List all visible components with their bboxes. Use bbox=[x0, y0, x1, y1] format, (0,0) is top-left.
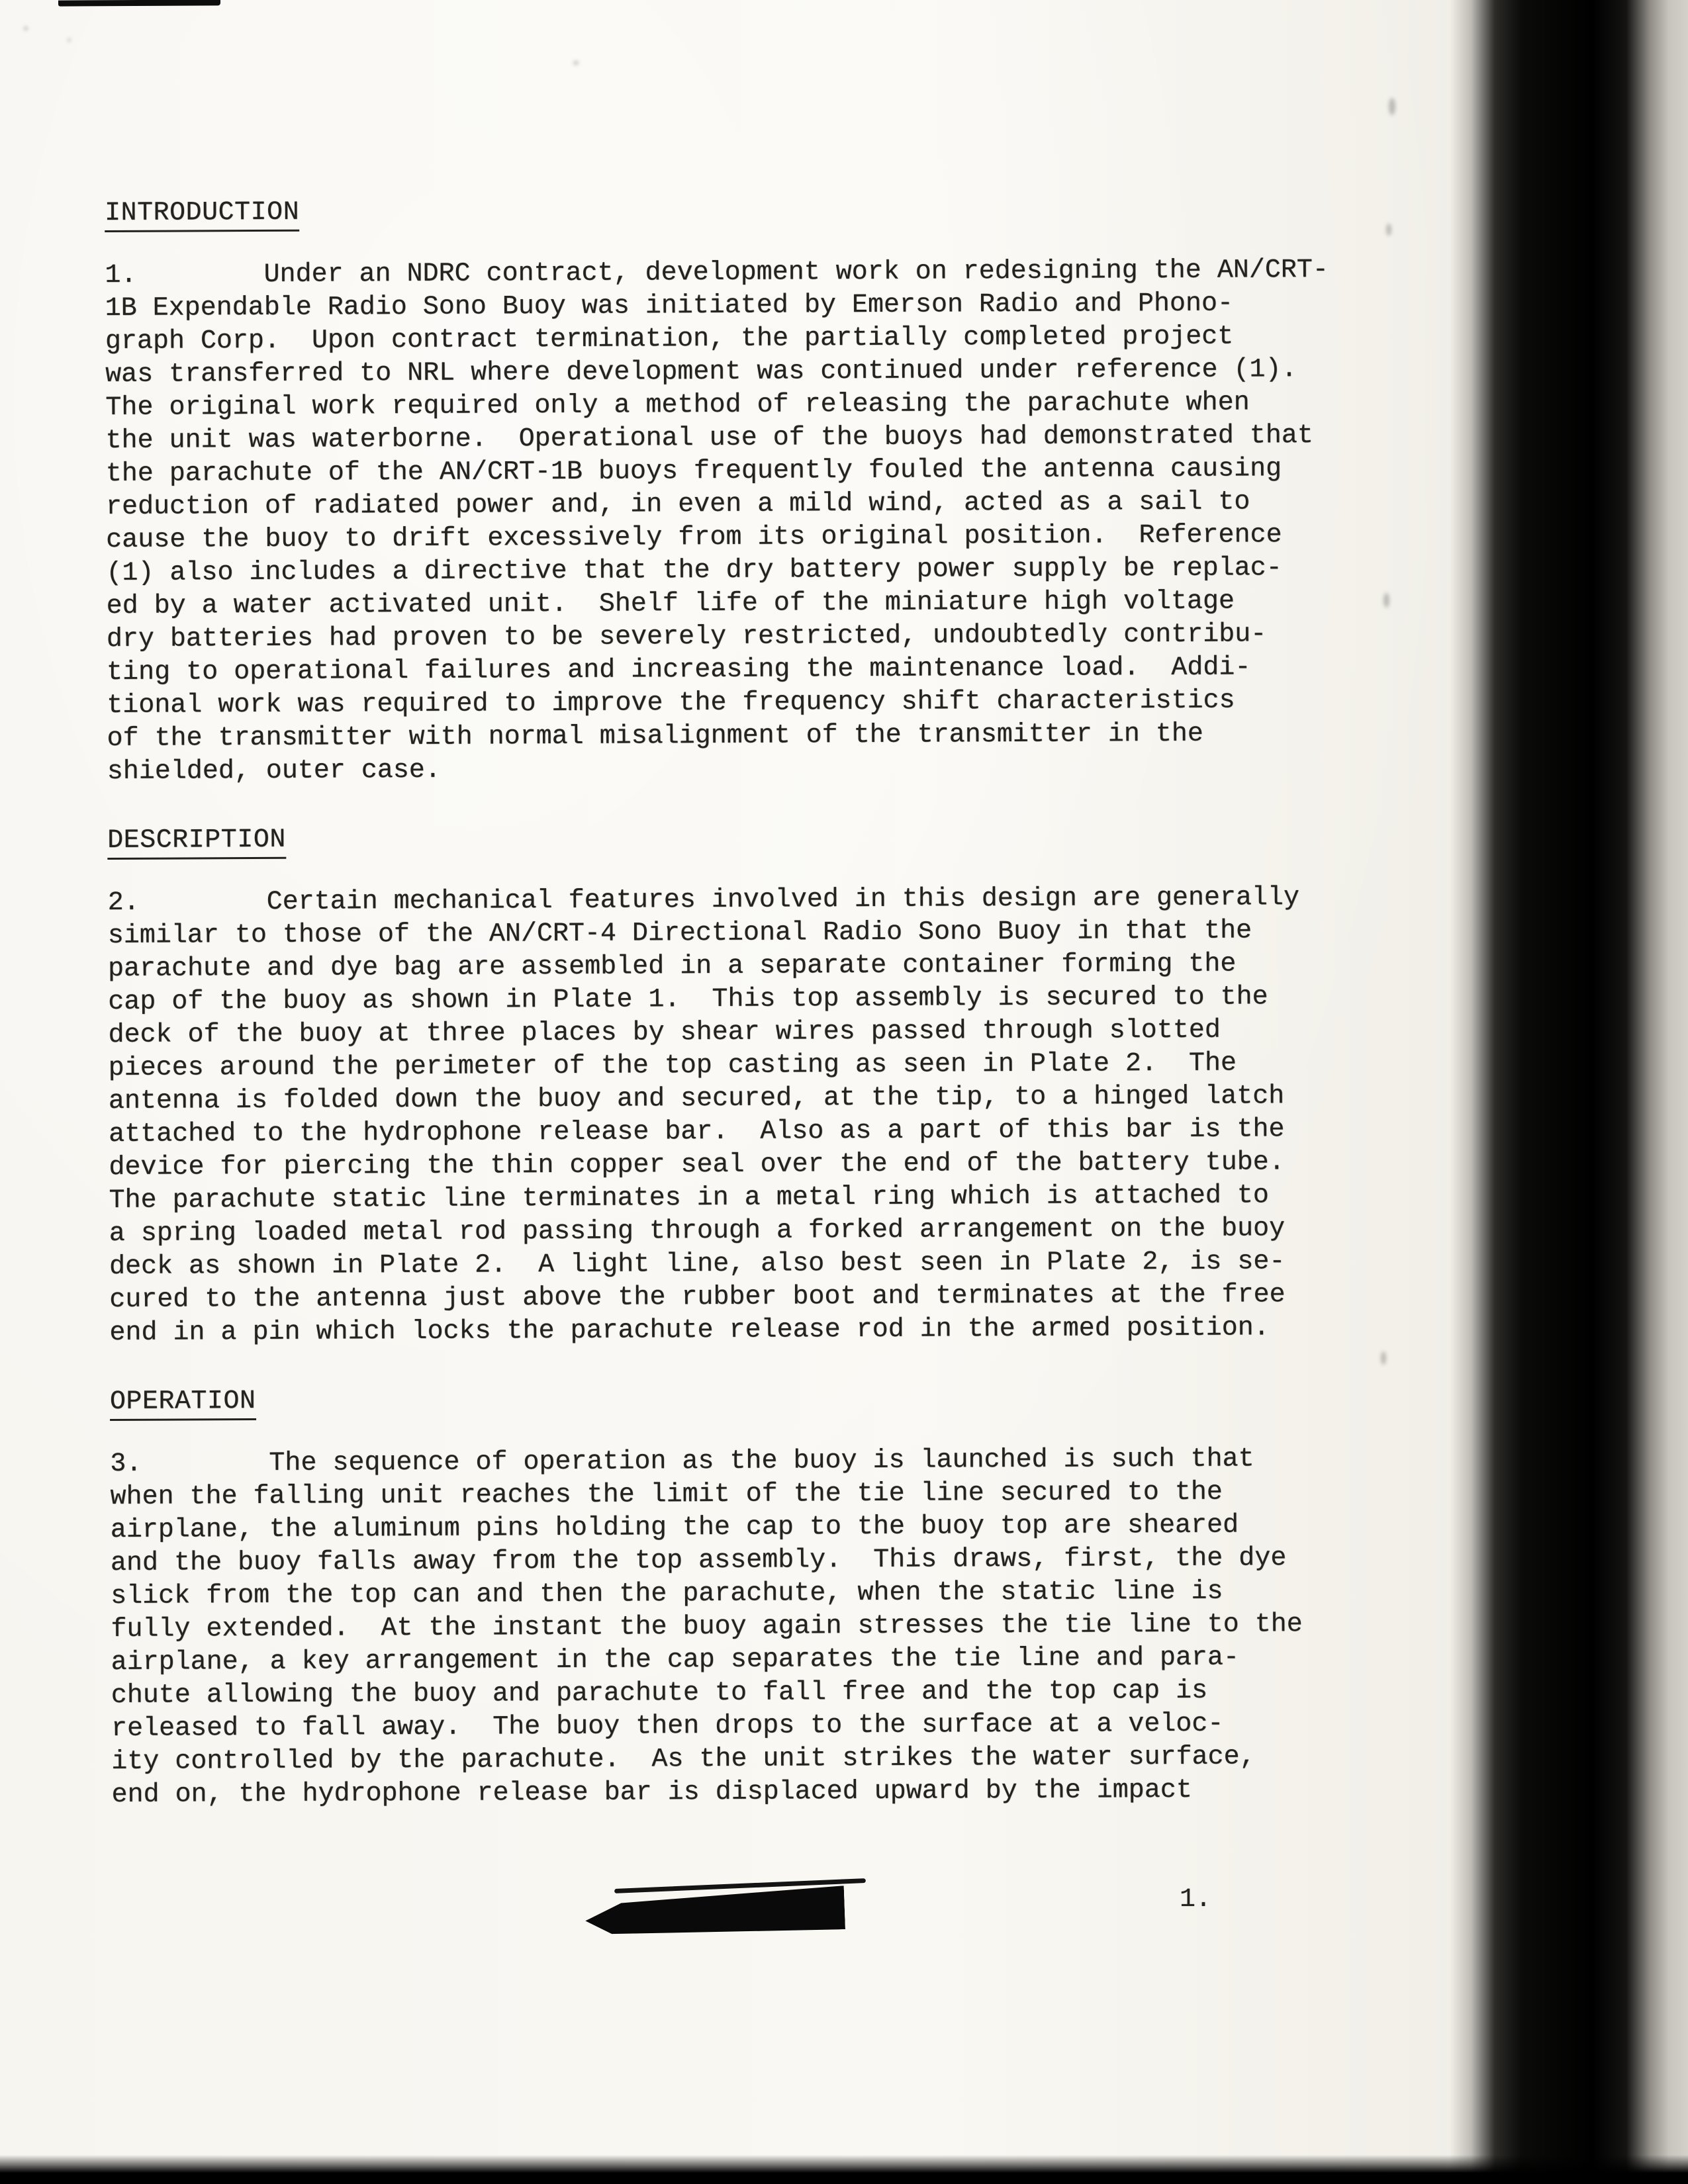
section-operation bbox=[110, 1381, 1389, 1812]
scan-smudge bbox=[1383, 593, 1389, 608]
section-heading-description bbox=[107, 819, 1385, 858]
scan-smudge bbox=[68, 38, 71, 42]
section-heading-text: DESCRIPTION bbox=[107, 825, 286, 860]
document-body bbox=[105, 192, 1389, 1848]
page-number: 1. bbox=[1180, 1885, 1212, 1915]
section-introduction bbox=[105, 192, 1385, 789]
section-heading-operation bbox=[110, 1381, 1387, 1419]
section-heading-text: INTRODUCTION bbox=[105, 198, 299, 232]
redaction-stamp bbox=[585, 1886, 845, 1938]
paragraph-2: 2. Certain mechanical features involved in this design are generally similar to those of the AN/CRT-4 Directional Radio Sono Buoy in that the parachute and dye bag are assembled in a separate container forming the cap of the buoy as shown in Plate 1. This top assembly is secured to the deck of the buoy at three places by shear wires passed through slotted pieces around the perimeter of the top casting as seen in Plate 2. The antenna is folded down the buoy and secured, at the tip, to a hinged latch attached to the hydrophone release bar. Also as a part of this bar is the device for piercing the thin copper seal over the end of the battery tube. The parachute static line terminates in a metal ring which is attached to a spring loaded metal rod passing through a forked arrangement on the buoy deck as shown in Plate 2. A light line, also best seen in Plate 2, is se- cured to the antenna just above the rubber boot and terminates at the free end in a pin which locks the parachute release rod in the armed position. bbox=[107, 883, 1300, 1348]
scan-smudge bbox=[573, 61, 579, 65]
scan-smudge bbox=[1386, 224, 1391, 236]
section-heading-text: OPERATION bbox=[110, 1387, 256, 1421]
section-heading-introduction bbox=[105, 192, 1382, 230]
scan-smudge bbox=[1381, 1351, 1386, 1365]
scan-edge-bottom bbox=[0, 2155, 1688, 2184]
scan-smudge bbox=[24, 26, 28, 30]
scan-edge-right bbox=[1450, 0, 1688, 2184]
scan-smudge bbox=[1389, 98, 1395, 115]
scan-mark-top-left bbox=[58, 0, 220, 7]
paragraph-1: 1. Under an NDRC contract, development work on redesigning the AN/CRT- 1B Expendable Radio Sono Buoy was initiated by Emerson Radio and Phono- graph Corp. Upon contract termination, the partially completed project was transferred to NRL where development was continued under reference (1). The original work required only a method of releasing the parachute when the unit was waterborne. Operational use of the buoys had demonstrated that the parachute of the AN/CRT-1B buoys frequently fouled the antenna causing reduction of radiated power and, in even a mild wind, acted as a sail to cause the buoy to drift excessively from its original position. Reference (1) also includes a directive that the dry battery power supply be replac- ed by a water activated unit. Shelf life of the miniature high voltage dry batteries had proven to be severely restricted, undoubtedly contribu- ting to operational failures and increasing the maintenance load. Addi- tional work was required to improve the frequency shift characteristics of the transmitter with normal misalignment of the transmitter in the shielded, outer case. bbox=[105, 255, 1329, 787]
section-description bbox=[107, 819, 1387, 1350]
paragraph-3: 3. The sequence of operation as the buoy is launched is such that when the falling unit reaches the limit of the tie line secured to the airplane, the aluminum pins holding the cap to the buoy top are sheared and the buoy falls away from the top assembly. This draws, first, the dye slick from the top can and then the parachute, when the static line is fully extended. At the instant the buoy again stresses the tie line to the airplane, a key arrangement in the cap separates the tie line and para- chute allowing the buoy and parachute to fall free and the top cap is released to fall away. The buoy then drops to the surface at a veloc- ity controlled by the parachute. As the unit strikes the water surface, end on, the hydrophone release bar is displaced upward by the impact bbox=[110, 1444, 1303, 1810]
